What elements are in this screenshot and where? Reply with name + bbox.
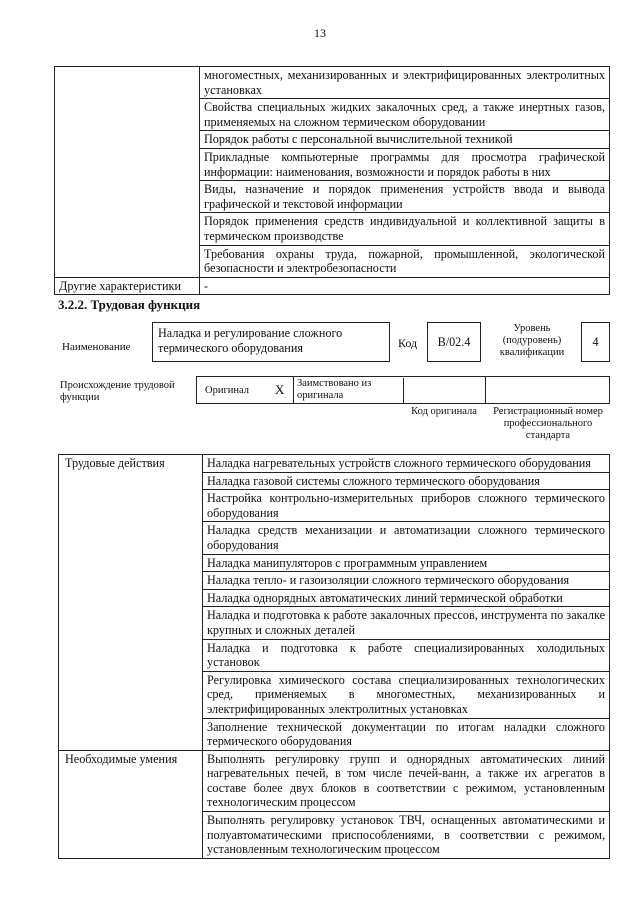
origin-box	[196, 376, 610, 404]
reg-number-cell	[486, 377, 610, 403]
code-label: Код	[398, 336, 418, 350]
row-item: Требования охраны труда, пожарной, промышленной, экологической безопасности и электробезопасности	[200, 245, 610, 277]
level-label: Уровень (подуровень) квалификации	[499, 323, 565, 358]
row-item: Наладка однорядных автоматических линий термической обработки	[203, 589, 610, 607]
row-item: Заполнение технической документации по итогам наладки сложного термического оборудования	[203, 718, 610, 750]
row-item: Прикладные компьютерные программы для просмотра графической информации: наименования, возможности и порядок работы в них	[200, 148, 610, 180]
original-cell	[197, 377, 294, 403]
row-category: Трудовые действия	[59, 455, 203, 751]
row-item: Наладка средств механизации и автоматизации сложного термического оборудования	[203, 522, 610, 554]
row-item: Наладка манипуляторов с программным управлением	[203, 554, 610, 572]
labor-function-table	[58, 454, 610, 859]
row-category: Необходимые умения	[59, 750, 203, 858]
table-row	[59, 750, 610, 811]
row-item: многоместных, механизированных и электрифицированных электролитных установках	[200, 67, 610, 99]
level-value: 4	[592, 335, 599, 349]
borrowed-label: Заимствовано из оригинала	[297, 378, 372, 401]
row-item: Регулировка химического состава специализированных технологических сред, применяемых в многоместных, механизированных и электрифицированных электролитных установках	[203, 671, 610, 718]
function-code-value: В/02.4	[437, 335, 471, 349]
row-item: Виды, назначение и порядок применения устройств ввода и вывода графической и текстовой информации	[200, 181, 610, 213]
row-item: Наладка нагревательных устройств сложного термического оборудования	[203, 455, 610, 473]
row-item: Свойства специальных жидких закалочных сред, а также инертных газов, применяемых на сложном термическом оборудовании	[200, 99, 610, 131]
level-box	[581, 322, 610, 362]
row-item: Наладка и подготовка к работе специализированных холодильных установок	[203, 639, 610, 671]
table-row	[55, 67, 610, 99]
function-code-box	[427, 322, 481, 362]
original-label: Оригинал	[205, 385, 249, 396]
row-item: Наладка тепло- и газоизоляции сложного термического оборудования	[203, 572, 610, 590]
section-heading: 3.2.2. Трудовая функция	[58, 297, 201, 312]
row-item: Наладка газовой системы сложного термического оборудования	[203, 472, 610, 490]
row-category	[55, 67, 200, 278]
function-name-box	[152, 322, 390, 362]
row-item: Выполнять регулировку установок ТВЧ, оснащенных автоматическими и полуавтоматическими приспособлениями, в соответствии с режимом, установленным технологическим процессом	[203, 812, 610, 859]
function-name-value: Наладка и регулирование сложного термического оборудования	[158, 326, 343, 355]
row-item: Порядок применения средств индивидуальной и коллективной защиты в термическом производстве	[200, 213, 610, 245]
borrowed-cell	[297, 378, 404, 404]
table-row	[59, 455, 610, 473]
table-row	[55, 277, 610, 295]
name-label: Наименование	[62, 341, 131, 353]
row-item: -	[200, 277, 610, 295]
code-original-label: Код оригинала	[411, 406, 477, 417]
knowledge-table-continued	[54, 66, 610, 295]
reg-number-label: Регистрационный номер профессионального стандарта	[493, 406, 603, 441]
origin-label: Происхождение трудовой функции	[60, 380, 175, 403]
row-item: Наладка и подготовка к работе закалочных прессов, инструмента по закалке крупных и сложных деталей	[203, 607, 610, 639]
row-item: Выполнять регулировку групп и однорядных автоматических линий нагревательных печей, в том числе печей-ванн, а также их агрегатов в составе более двух блоков в соответствии с режимом, установленным технологическим процессом	[203, 750, 610, 811]
original-mark: X	[275, 382, 285, 397]
row-item: Настройка контрольно-измерительных приборов сложного термического оборудования	[203, 490, 610, 522]
code-original-cell	[405, 377, 486, 403]
row-item: Порядок работы с персональной вычислительной техникой	[200, 131, 610, 149]
page-number: 13	[314, 26, 326, 40]
row-category: Другие характеристики	[55, 277, 200, 295]
